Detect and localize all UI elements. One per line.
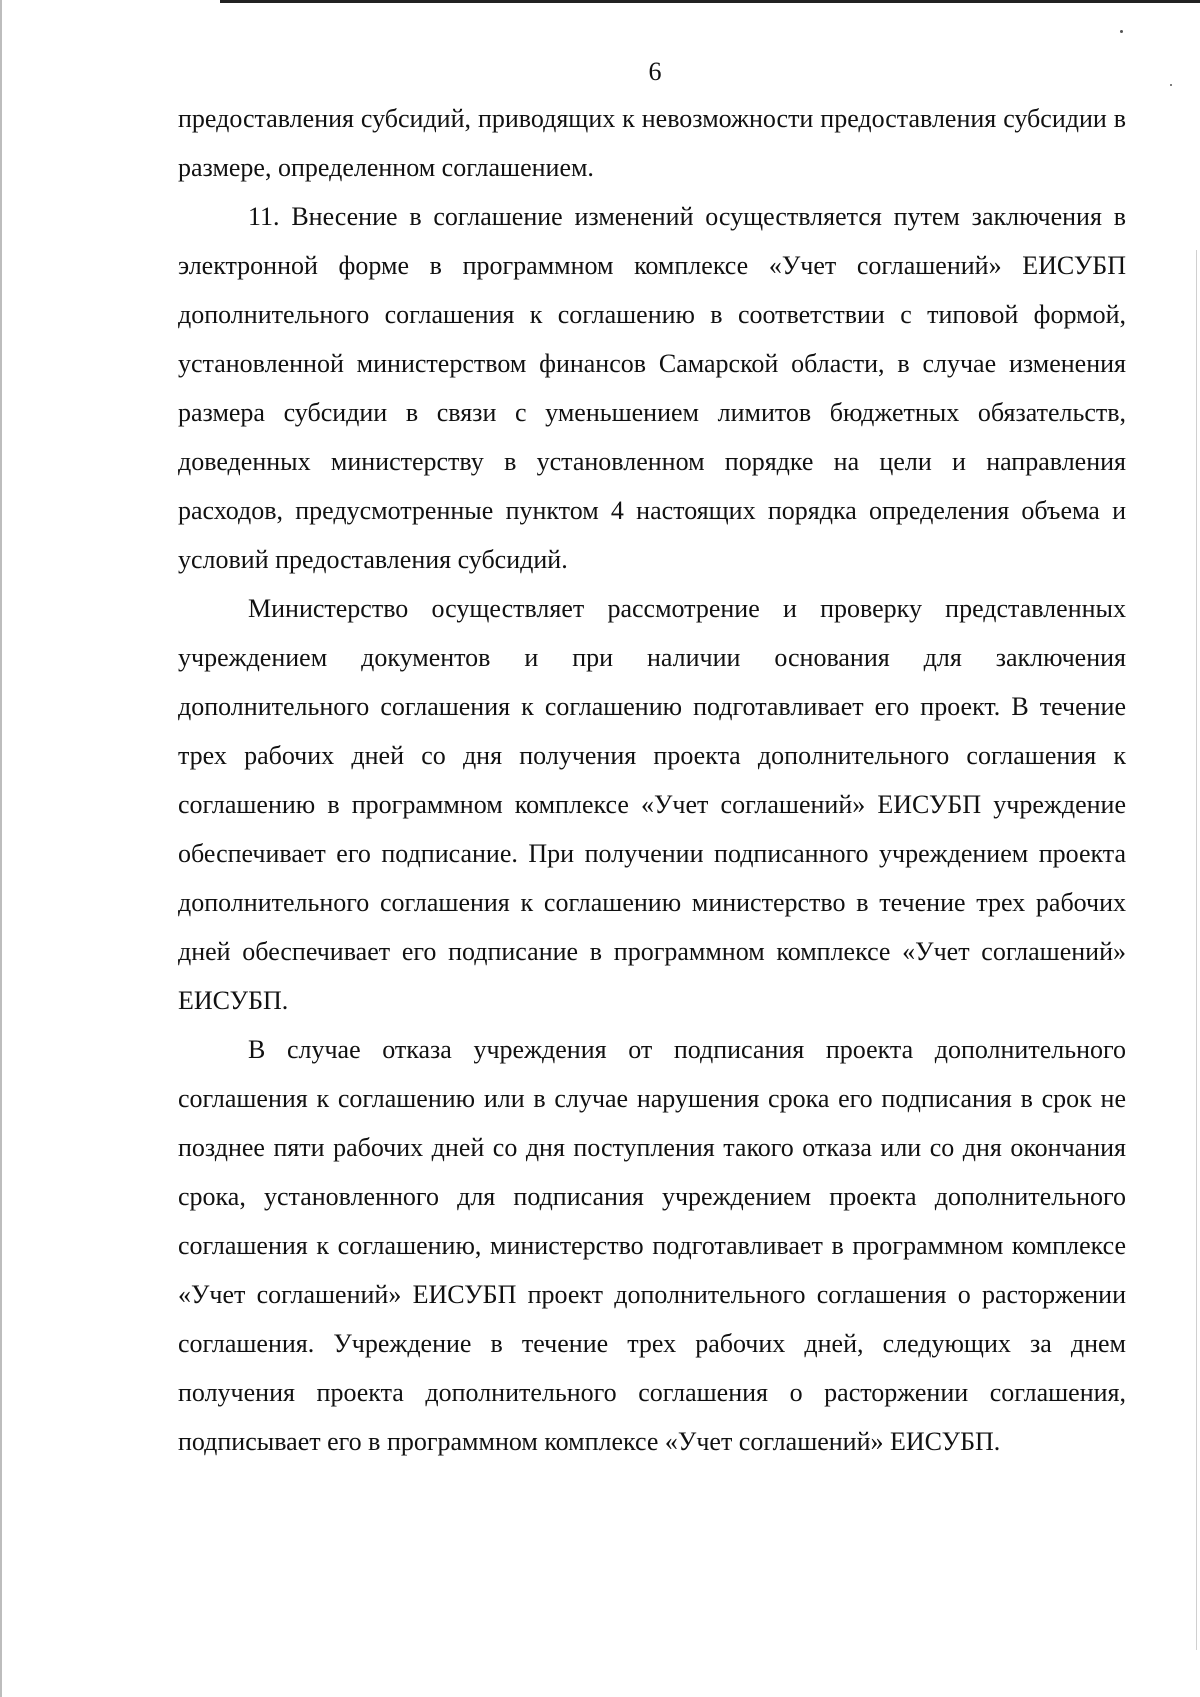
paragraph-continuation: предоставления субсидий, приводящих к невозможности предоставления субсидии в размере, определенном соглашением. <box>178 104 1126 182</box>
scan-right-edge <box>1196 250 1197 1650</box>
scan-speck <box>1120 30 1123 33</box>
scan-top-border <box>220 0 1200 3</box>
scan-left-edge <box>0 0 2 1697</box>
paragraph-ministry-review: Министерство осуществляет рассмотрение и проверку представленных учреждением документов и при наличии основания для заключения дополнительного соглашения к соглашению подготавливает его проект. В течение трех рабочих дней со дня получения проекта дополнительного соглашения к соглашению в программном комплексе «Учет соглашений» ЕИСУБП учреждение обеспечивает его подписание. При получении подписанного учреждением проекта дополнительного соглашения к соглашению министерство в течение трех рабочих дней обеспечивает его подписание в программном комплексе «Учет соглашений» ЕИСУБП. <box>178 594 1126 1015</box>
document-body <box>178 94 1126 1466</box>
paragraph-refusal-case: В случае отказа учреждения от подписания проекта дополнительного соглашения к соглашению или в случае нарушения срока его подписания в срок не позднее пяти рабочих дней со дня поступления такого отказа или со дня окончания срока, установленного для подписания учреждением проекта дополнительного соглашения к соглашению, министерство подготавливает в программном комплексе «Учет соглашений» ЕИСУБП проект дополнительного соглашения о расторжении соглашения. Учреждение в течение трех рабочих дней, следующих за днем получения проекта дополнительного соглашения о расторжении соглашения, подписывает его в программном комплексе «Учет соглашений» ЕИСУБП. <box>178 1035 1126 1456</box>
page-number: 6 <box>648 57 662 86</box>
paragraph-item-11: 11. Внесение в соглашение изменений осуществляется путем заключения в электронной форме в программном комплексе «Учет соглашений» ЕИСУБП дополнительного соглашения к соглашению в соответствии с типовой формой, установленной министерством финансов Самарской области, в случае изменения размера субсидии в связи с уменьшением лимитов бюджетных обязательств, доведенных министерству в установленном порядке на цели и направления расходов, предусмотренные пунктом 4 настоящих порядка определения объема и условий предоставления субсидий. <box>178 202 1126 574</box>
